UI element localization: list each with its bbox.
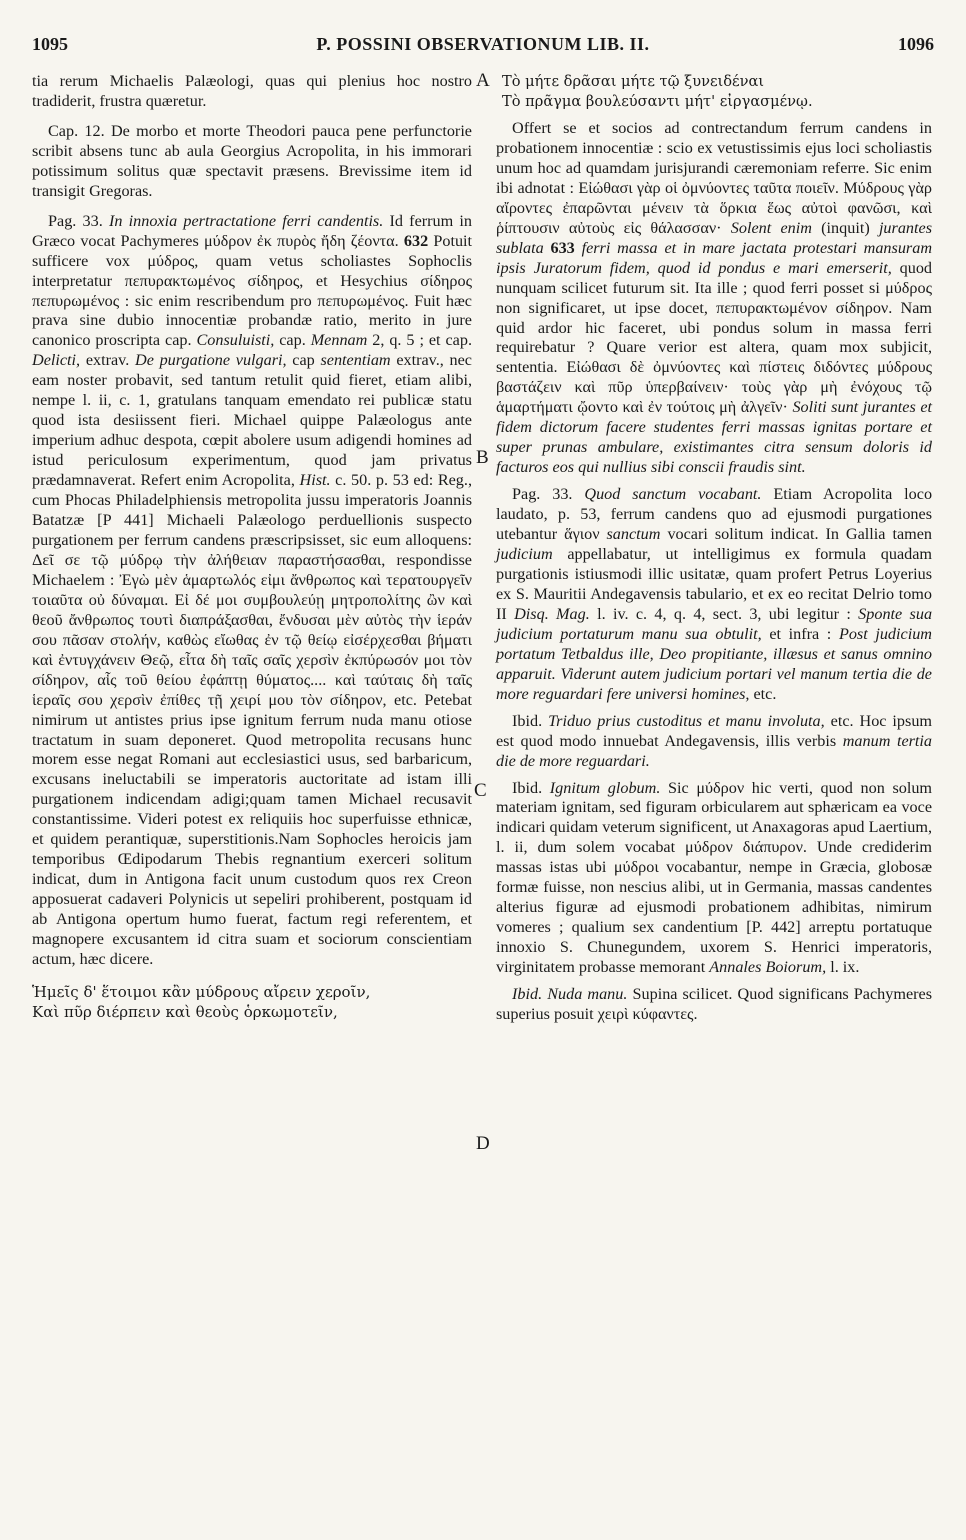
page-header (32, 34, 934, 58)
margin-marker-a: A (476, 70, 490, 91)
verse-line: Καὶ πῦρ διέρπειν καὶ θεοὺς ὁρκωμοτεῖν, (32, 1002, 338, 1021)
verse-quote (32, 982, 472, 1022)
paragraph: Ibid. Nuda manu. Supina scilicet. Quod significans Pachymeres superius posuit χειρὶ κύφαντες. (496, 985, 933, 1023)
margin-marker-c: C (474, 780, 487, 801)
left-column (32, 72, 472, 1022)
right-column (496, 72, 932, 1025)
paragraph: Offert se et socios ad contrectandum ferrum candens in probationem innocentiæ : scio ex vetustissimis ejus loci scholiastis unum hoc ad quamdam jurisjurandi cæremoniam referre. Sic enim ibi adnotat : Εἰώθασι γὰρ οἱ ὀμνύοντες ταῦτα ποιεῖν. Μύδρους γὰρ αἴροντες ἐπαρῶνται μένειν τὰ ὅρκια ἕως αὐτοὶ φανῶσι, καὶ ῥίπτουσιν αὐτοὺς εἰς θάλασσαν· Solent enim (inquit) jurantes sublata 633 ferri massa et in mare jactata protestari mansuram ipsis Juratorum fidem, quod id pondus e mari emerserit, quod nunquam scilicet futurum sit. Ita ille ; quod ferri posset si μύδρος non significaret, ut ipse docet, πεπυρακτωμένον σίδηρον. Nam quid ardor hic faceret, ubi pondus solum in massa ferri requirebatur ? Quare verior est altera, quam mox subjicit, sententia. Εἰώθασι δὲ ὀμνύοντες καὶ πίστεις διδόντες μύδρους βαστάζειν καὶ πῦρ ὑπερβαίνειν· τοὺς γὰρ μὴ ἐνόχους τῷ ἁμαρτήματι ᾤοντο καὶ ἐν τούτοις μὴ ἀλγεῖν· Soliti sunt jurantes et fidem dictorum facere studentes ferri massas ignitas portare et super prunas ambulare, existimantes citra sensum doloris id facturos eos qui nullius sibi conscii fraudis sint. (496, 119, 933, 477)
paragraph: Ibid. Triduo prius custoditus et manu involuta, etc. Hoc ipsum est quod modo innuebat Andegavensis, illis verbis manum tertia die de more reguardari. (496, 711, 933, 770)
paragraph: Pag. 33. In innoxia pertractatione ferri candentis. Id ferrum in Græco vocat Pachymeres μύδρον ἐκ πυρὸς ἤδη ζέοντα. 632 Potuit sufficere vox μύδρος, quam vetus scholiastes Sophoclis interpretatur πεπυρακτωμένος σίδηρος, et Hesychius σίδηρος πεπυρωμένος : sic enim rescribendum pro πεπυρωμένος. Fuit hæc prava sine dubio innocentiæ probandæ ratio, merito in jure canonico proscripta cap. Consuluisti, cap. Mennam 2, q. 5 ; et cap. Delicti, extrav. De purgatione vulgari, cap sententiam extrav., nec eam noster probavit, sed tantum retulit quid fieret, etiam alibi, nempe l. ii, c. 1, gratulans tanquam emendato rei publicæ statu quod ista desiissent fieri. Michael quippe Palæologus ante imperium adhuc despota, cœpit abolere usum adigendi homines ad istud periculosum experimentum, quod jam privatus prædamnaverat. Refert enim Acropolita, Hist. c. 50. p. 53 ed: Reg., cum Phocas Philadelphiensis metropolita jussu imperatoris Joannis Batatzæ [P 441] Michaeli Palæologo perduellionis suspecto purgationem per ferrum candens præscripsisset, sic eum alloquens: Δεῖ σε τῷ μύδρῳ τὴν ἀλήθειαν παραστήσασθαι, respondisse Michaelem : Ἐγὼ μὲν ἁμαρτωλός εἰμι ἄνθρωπος καὶ τερατουργεῖν τοιαῦτα οὐ δύναμαι. Εἰ δέ μοι συμβουλεύῃ μητροπολίτης ὢν καὶ θεοῦ ἄνθρωπος τουτὶ διαπράξασθαι, ἔνδυσαι μὲν αὐτὸς τὴν ἱεράν σου πᾶσαν στολήν, καθὼς εἴωθας ἐν τῷ θείῳ εἰσέρχεσθαι βήματι καὶ ἐντυγχάνειν Θεῷ, εἶτα δὴ ταῖς σαῖς χερσὶν ἐκπύρωσόν μοι τὸν σίδηρον, αἷς τοῦ θείου ἐφάπτῃ θύματος.... καὶ ταύταις δὴ ταῖς ἱεραῖς σου χερσὶν ἐπίθες τῇ χειρί μου τὸν σίδηρον, etc. Petebat nimirum ut antistes prius ipse ignitum ferrum nuda manu otiose tractatum in suam deponeret. Quod metropolita recusans hunc morem esse negat Romani aut ecclesiastici usus, sed barbaricum, excusans ineluctabili se imperatoris auctoritate ad istam illi purgationem indicendam adigi;quam tamen Michael recusavit constantissime. Videri potest ex reliquiis hoc superfuisse ethnicæ, et quidem perantiquæ, superstitionis.Nam Sophocles heroicis jam temporibus Œdipodarum Thebis regnantium exerceri solitum indicat, dum in Antigona facit unum custodum quos rex Creon apposuerat cadaveri Polynicis ut sepeliri prohiberent, postquam id ab Antigona opertum humo fuerat, factum regi referentem, et magnopere excusantem id citra suam et sociorum conscientiam actum, hæc dicere. (32, 211, 473, 968)
page-number-right: 1096 (898, 34, 934, 54)
page-number-left: 1095 (32, 34, 68, 54)
running-title: P. POSSINI OBSERVATIONUM LIB. II. (316, 34, 650, 54)
verse-line: Ἡμεῖς δ' ἕτοιμοι κἂν μύδρους αἴρειν χεροῖν, (32, 982, 371, 1001)
paragraph: tia rerum Michaelis Palæologi, quas qui plenius hoc nostro tradiderit, frustra quæretur. (32, 72, 472, 110)
paragraph: Pag. 33. Quod sanctum vocabant. Etiam Acropolita loco laudato, p. 53, ferrum candens quo ad ejusmodi purgationes utebantur ἅγιον sanctum vocari solitum indicat. In Gallia tamen judicium appellabatur, ut intelligimus ex formula quadam purgationis istiusmodi illic usitatæ, quam profert Petrus Loyerius ex S. Mauritii Andegavensis tabulario, et ex eo recitat Delrio tomo II Disq. Mag. l. iv. c. 4, q. 4, sect. 3, ubi legitur : Sponte sua judicium portaturum manu sua obtulit, et infra : Post judicium portatum Tetbaldus ille, Deo propitiante, illæsus et sanus omnino apparuit. Viderunt autem judicium portari vel manum tertia die de more reguardari fere universi homines, etc. (496, 485, 933, 703)
paragraph: Ibid. Ignitum globum. Sic μύδρον hic verti, quod non solum materiam ignitam, sed figuram orbicularem aut sphæricam ea voce indicari quidam veterum significent, ut Anaxagoras apud Laertium, l. ii, dum solem vocabat μύδρον διάπυρον. Unde crediderim massas istas ubi μύδροι vocabantur, nempe in Græcia, globosæ formæ fuisse, non nescius alibi, ut in Germania, massas candentes alterius figuræ ad ejusmodi probationem adhibitas, nimirum vomeres ; qualium sex candentium [P. 442] arreptu portatuque innoxio S. Chunegundem, uxorem S. Henrici imperatoris, virginitatem probasse memorant Annales Boiorum, l. ix. (496, 778, 933, 977)
paragraph: Cap. 12. De morbo et morte Theodori pauca pene perfunctorie scribit absens tunc ab aula Georgius Acropolita, in his immorari potissimum solitus quæ spectavit præsens. Brevissime item id transigit Gregoras. (32, 121, 472, 200)
margin-marker-b: B (476, 447, 489, 468)
verse-quote (496, 72, 932, 112)
margin-marker-d: D (476, 1133, 490, 1154)
verse-line: Τὸ μήτε δρᾶσαι μήτε τῷ ξυνειδέναι (502, 73, 765, 90)
verse-line: Τὸ πρᾶγμα βουλεύσαντι μήτ' εἰργασμένῳ. (502, 93, 813, 110)
